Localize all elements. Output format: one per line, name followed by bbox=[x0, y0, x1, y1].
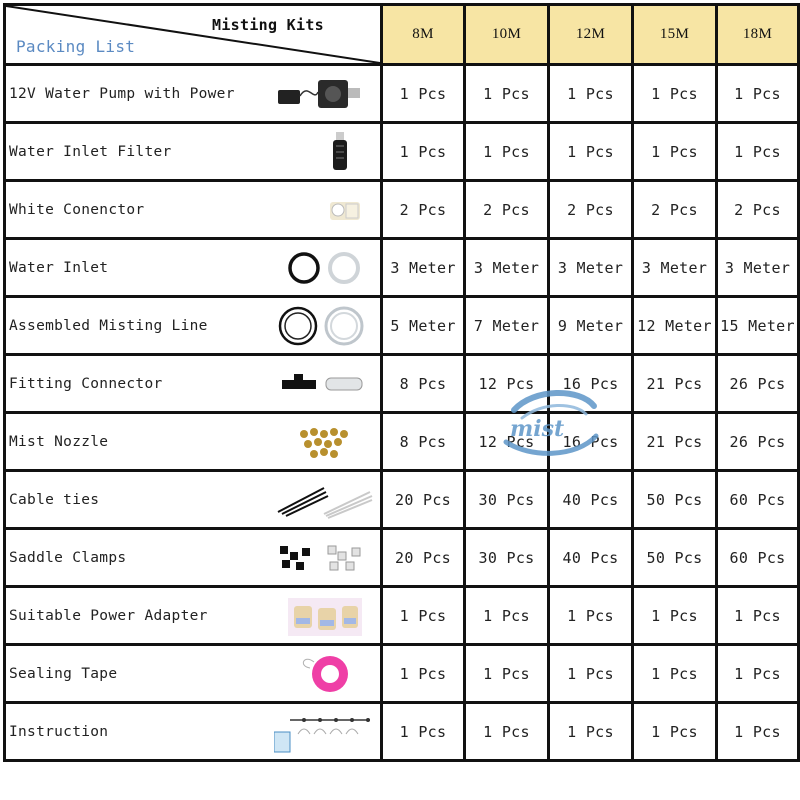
item-name: Mist Nozzle bbox=[9, 433, 109, 450]
qty-cell-18m: 26 Pcs bbox=[717, 355, 799, 413]
qty-cell-10m: 7 Meter bbox=[465, 297, 549, 355]
cable-ties-icon bbox=[274, 478, 374, 522]
qty-cell-15m: 1 Pcs bbox=[633, 123, 717, 181]
table-row bbox=[5, 297, 799, 355]
qty-cell-12m: 3 Meter bbox=[549, 239, 633, 297]
mist-nozzle-icon bbox=[274, 420, 374, 464]
qty-cell-15m: 50 Pcs bbox=[633, 529, 717, 587]
qty-cell-8m: 5 Meter bbox=[382, 297, 465, 355]
item-cell bbox=[5, 123, 382, 181]
qty-cell-12m: 1 Pcs bbox=[549, 703, 633, 761]
qty-cell-12m: 9 Meter bbox=[549, 297, 633, 355]
qty-cell-18m: 1 Pcs bbox=[717, 65, 799, 123]
qty-cell-15m: 21 Pcs bbox=[633, 355, 717, 413]
qty-cell-12m: 16 Pcs bbox=[549, 413, 633, 471]
qty-cell-18m: 26 Pcs bbox=[717, 413, 799, 471]
table-row bbox=[5, 645, 799, 703]
qty-cell-18m: 1 Pcs bbox=[717, 703, 799, 761]
qty-cell-12m: 1 Pcs bbox=[549, 65, 633, 123]
qty-cell-10m: 1 Pcs bbox=[465, 703, 549, 761]
qty-cell-10m: 12 Pcs bbox=[465, 355, 549, 413]
white-connector-icon bbox=[274, 188, 374, 232]
item-cell bbox=[5, 703, 382, 761]
item-cell bbox=[5, 587, 382, 645]
size-header-12m: 12M bbox=[549, 5, 633, 65]
qty-cell-12m: 1 Pcs bbox=[549, 123, 633, 181]
header-row bbox=[5, 5, 799, 65]
item-name: Fitting Connector bbox=[9, 375, 163, 392]
item-name: Cable ties bbox=[9, 491, 100, 508]
qty-cell-8m: 8 Pcs bbox=[382, 413, 465, 471]
qty-cell-15m: 2 Pcs bbox=[633, 181, 717, 239]
qty-cell-18m: 1 Pcs bbox=[717, 123, 799, 181]
packing-list-label: Packing List bbox=[16, 37, 136, 56]
item-cell bbox=[5, 471, 382, 529]
table-row bbox=[5, 123, 799, 181]
qty-cell-18m: 60 Pcs bbox=[717, 529, 799, 587]
table-row bbox=[5, 413, 799, 471]
qty-cell-15m: 3 Meter bbox=[633, 239, 717, 297]
table-row bbox=[5, 529, 799, 587]
item-cell bbox=[5, 645, 382, 703]
qty-cell-8m: 3 Meter bbox=[382, 239, 465, 297]
qty-cell-10m: 1 Pcs bbox=[465, 587, 549, 645]
qty-cell-10m: 1 Pcs bbox=[465, 65, 549, 123]
qty-cell-10m: 2 Pcs bbox=[465, 181, 549, 239]
qty-cell-8m: 1 Pcs bbox=[382, 65, 465, 123]
qty-cell-18m: 60 Pcs bbox=[717, 471, 799, 529]
qty-cell-8m: 1 Pcs bbox=[382, 703, 465, 761]
watermark-text: mist bbox=[510, 416, 565, 442]
size-header-10m: 10M bbox=[465, 5, 549, 65]
qty-cell-15m: 21 Pcs bbox=[633, 413, 717, 471]
qty-cell-12m: 2 Pcs bbox=[549, 181, 633, 239]
table-row bbox=[5, 587, 799, 645]
header-corner-cell bbox=[5, 5, 382, 65]
qty-cell-15m: 1 Pcs bbox=[633, 645, 717, 703]
qty-cell-12m: 1 Pcs bbox=[549, 587, 633, 645]
instruction-diagram-icon bbox=[274, 710, 374, 754]
item-name: Water Inlet Filter bbox=[9, 143, 172, 160]
qty-cell-15m: 50 Pcs bbox=[633, 471, 717, 529]
qty-cell-12m: 40 Pcs bbox=[549, 471, 633, 529]
size-header-18m: 18M bbox=[717, 5, 799, 65]
item-cell bbox=[5, 413, 382, 471]
item-name: 12V Water Pump with Power bbox=[9, 85, 235, 102]
qty-cell-15m: 1 Pcs bbox=[633, 587, 717, 645]
packing-list-table bbox=[3, 3, 800, 762]
qty-cell-18m: 15 Meter bbox=[717, 297, 799, 355]
qty-cell-10m: 1 Pcs bbox=[465, 123, 549, 181]
misting-line-icon bbox=[274, 304, 374, 348]
qty-cell-15m: 1 Pcs bbox=[633, 65, 717, 123]
table-row bbox=[5, 239, 799, 297]
item-name: Water Inlet bbox=[9, 259, 109, 276]
qty-cell-10m: 3 Meter bbox=[465, 239, 549, 297]
item-cell bbox=[5, 65, 382, 123]
qty-cell-8m: 2 Pcs bbox=[382, 181, 465, 239]
sealing-tape-icon bbox=[274, 652, 374, 696]
saddle-clamps-icon bbox=[274, 536, 374, 580]
qty-cell-18m: 1 Pcs bbox=[717, 587, 799, 645]
item-name: Saddle Clamps bbox=[9, 549, 127, 566]
qty-cell-12m: 1 Pcs bbox=[549, 645, 633, 703]
table-row bbox=[5, 355, 799, 413]
inlet-hose-icon bbox=[274, 246, 374, 290]
qty-cell-15m: 1 Pcs bbox=[633, 703, 717, 761]
item-cell bbox=[5, 297, 382, 355]
inlet-filter-icon bbox=[274, 130, 374, 174]
qty-cell-18m: 3 Meter bbox=[717, 239, 799, 297]
qty-cell-8m: 20 Pcs bbox=[382, 529, 465, 587]
qty-cell-18m: 1 Pcs bbox=[717, 645, 799, 703]
qty-cell-8m: 1 Pcs bbox=[382, 587, 465, 645]
qty-cell-8m: 1 Pcs bbox=[382, 123, 465, 181]
item-cell bbox=[5, 239, 382, 297]
qty-cell-12m: 16 Pcs bbox=[549, 355, 633, 413]
qty-cell-18m: 2 Pcs bbox=[717, 181, 799, 239]
item-name: Assembled Misting Line bbox=[9, 317, 208, 334]
misting-kits-label: Misting Kits bbox=[212, 16, 324, 34]
item-name: Instruction bbox=[9, 723, 109, 740]
qty-cell-15m: 12 Meter bbox=[633, 297, 717, 355]
fitting-connector-icon bbox=[274, 362, 374, 406]
item-cell bbox=[5, 181, 382, 239]
qty-cell-8m: 1 Pcs bbox=[382, 645, 465, 703]
item-name: Sealing Tape bbox=[9, 665, 118, 682]
power-adapter-icon bbox=[274, 594, 374, 638]
qty-cell-8m: 8 Pcs bbox=[382, 355, 465, 413]
item-cell bbox=[5, 355, 382, 413]
item-name: White Conenctor bbox=[9, 201, 145, 218]
qty-cell-10m: 30 Pcs bbox=[465, 529, 549, 587]
qty-cell-10m: 12 Pcs bbox=[465, 413, 549, 471]
item-name: Suitable Power Adapter bbox=[9, 607, 208, 624]
table-row bbox=[5, 181, 799, 239]
size-header-15m: 15M bbox=[633, 5, 717, 65]
qty-cell-10m: 30 Pcs bbox=[465, 471, 549, 529]
qty-cell-10m: 1 Pcs bbox=[465, 645, 549, 703]
item-cell bbox=[5, 529, 382, 587]
size-header-8m: 8M bbox=[382, 5, 465, 65]
water-pump-icon bbox=[274, 72, 374, 116]
table-row bbox=[5, 471, 799, 529]
table-row bbox=[5, 703, 799, 761]
qty-cell-12m: 40 Pcs bbox=[549, 529, 633, 587]
qty-cell-8m: 20 Pcs bbox=[382, 471, 465, 529]
table-row bbox=[5, 65, 799, 123]
